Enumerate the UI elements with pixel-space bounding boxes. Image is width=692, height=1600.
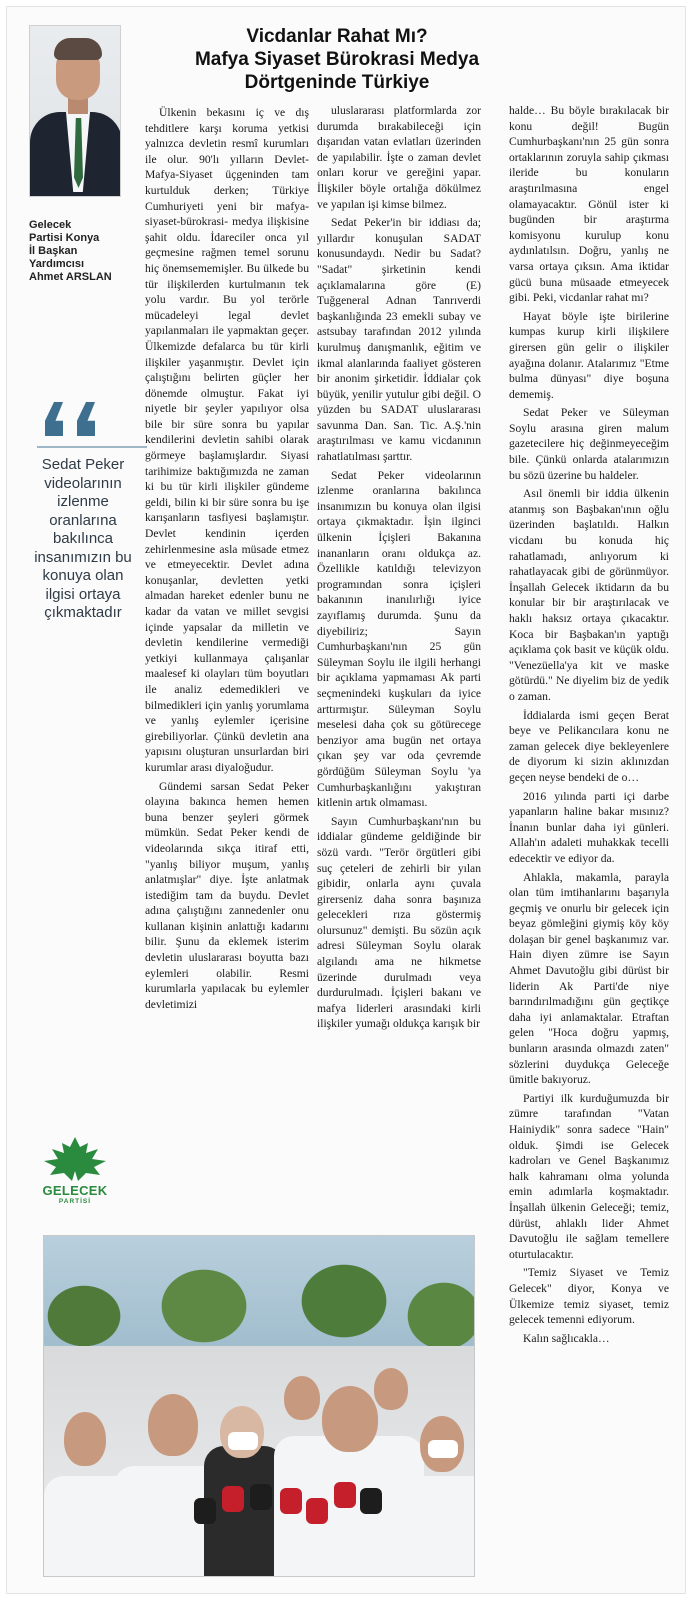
- paragraph: Hayat böyle işte birilerine kumpas kurup kirli ilişkilere girersen gün gelir o ilişkiler ayağına dolanır. Atalarımız "Etme bulma dünyası" diye boşuna dememiş.: [509, 309, 669, 401]
- logo-name: GELECEK: [42, 1183, 108, 1198]
- paragraph: uluslararası platformlarda zor durumda bırakabileceği için dışarıdan vatan evlatları üzerinden de yapılabilir. İşte o zaman devlet onları korur ve gereğini yapar. İlişkiler böyle ortalığa dökülmez ve yapılan işi kimse bilmez.: [317, 104, 481, 211]
- paragraph: İddialarda ismi geçen Berat beye ve Pelikancılara konu ne zaman gelecek diye bekleyenlere de diyorum ki sizin aklınızdan geçen neyse bendeki de o…: [509, 708, 669, 784]
- paragraph: Ülkenin bekasını iç ve dış tehditlere karşı koruma yetkisi yalnızca devletin resmî kurumları ile olur. 90'lı yılların Devlet-Mafya-Siyaset üçgeninden tam kurtulduk derken; Türkiye Cumhuriyeti yeni bir mafya-siyaset-bürokrasi- medya ilişkisine şahit oldu. İdareciler onca yıl geçmesine rağmen temel sorunu hiç önemsememişler. Bu ülkede bu tür ilişkilerden kurtulmanın tek yolu vardır. Bu yol terörle mücadeleyi legal devlet yapılanmaları ile yapmaktan geçer. Ülkemizde defalarca bu tür kirli ilişkiler yaşanmıştır. Devlet için çalıştığını belirten güçler her dönemde olmuştur. Fakat iyi niyetle bir şeyler yapılıyor olsa bile bir süre sonra bu yapılar kendilerini devletin sahibi olarak görmeye başlamışlardır. Siyasi tarihimize baktığımızda ne zaman ki bu tür kirli ilişkiler gündeme geldi, bilin ki bir süre sonra bu işe karışanların tasfiyesi başlamıştır. Devlet kendinin içerden zehirlenmesine asla müsade etmez ve etmeyecektir. Devlet adına konuşanlar, devletten yetki almadan hareket edenler bunu ne kadar da vatan ve millet sevgisi içinde yapsalar da milletin ve devletin kendilerine vermediği yetkiyi kullanmaya çalışanlar maalesef ki olayları tüm boyutları ile analiz edemedikleri ve bilmedikleri için yanlış yorumlama ve yanlış eylemler içerisine girebiliyorlar. Çünkü devletin ana yapısını oluşturan unsurlardan biri kurumlar arası diyaloğudur.: [145, 106, 309, 774]
- author-line: Partisi Konya: [29, 232, 100, 244]
- article-column-1: [145, 105, 309, 1015]
- paragraph: 2016 yılında parti içi darbe yapanların haline bakar mısınız? İnanın bunlar daha iyi günleri. Allah'ın adaleti muhakkak tecelli edecektir ve ediyor da.: [509, 789, 669, 865]
- pull-quote: Sedat Peker videolarının izlenme oranlarına bakılınca insanımızın bu konuya olan ilgisi ortaya çıkmaktadır: [34, 456, 132, 621]
- author-byline: [29, 219, 139, 284]
- leaf-icon: [38, 1135, 112, 1183]
- paragraph: Gündemi sarsan Sedat Peker olayına bakınca hemen hemen buna benzer şeyleri görmek mümkün. Sedat Peker kendi de videolarında sıkça itiraf etti, "yanlış biliyor muşum, yanlış anlatmışlar" diye. İşte anlatmak istediğim tam da buydu. Devlet adına çalıştığını zannedenler onu kullanan kişinin anlattığı kadarını bilir. Şunu da eklemek isterim devletin uluslararası boyutta bazı eylemleri olabilir. Resmi kurumlarla yapılacak bu eylemler devletimizi: [145, 779, 309, 1011]
- paragraph: "Temiz Siyaset ve Temiz Gelecek" diyor, Konya ve Ülkemize temiz siyaset, temiz gelecek temenni ediyorum.: [509, 1266, 669, 1327]
- party-logo: [35, 1135, 115, 1205]
- paragraph: Sedat Peker videolarının izlenme oranlarına bakılınca insanımızın bu konuya olan ilgisi ortaya çıkmaktadır. İşin ilginci ülkenin İçişleri Bakanına inananların oranı oldukça az. Özellikle katıldığı televizyon programından sonra içişleri bakanının inanılırlığı iyice zayıflamış durumda. Şunu da diyebiliriz; Sayın Cumhurbaşkanı'nın 25 gün Süleyman Soylu ile ilgili herhangi bir açıklama yapmaması Ak parti seçmenindeki kuşkuları da iyice arttırmıştır. Süleyman Soylu meselesi daha çok su götürecege benziyor ama bugün net ortaya çıkan şey var oda çevremde gördüğüm Süleyman Soylu 'ya Cumhurbaşkanlığını yakıştıran kitlenin artık olmaması.: [317, 468, 481, 810]
- quote-icon: [37, 402, 127, 448]
- headline-line: Mafya Siyaset Bürokrasi Medya: [194, 49, 480, 70]
- paragraph: Sayın Cumhurbaşkanı'nın bu iddialar gündeme geldiğinde bir sözü vardı. "Terör örgütleri gibi suç çeteleri de zehirli bir yılan gibidir, onlarla aynı çuvala girerseniz daha sonra başınıza gelecekleri rıza göstermiş olursunuz" demişti. Bu sözün açık adresi Süleyman Soylu olarak algılandı ama ne hikmetse üzerinde durulmadı veya durdurulmadı. İçişleri bakanı ve mafya liderleri arasındaki kirli ilişkiler yumağı oldukça karışık bir: [317, 814, 481, 1031]
- headline-line: Dörtgeninde Türkiye: [244, 72, 430, 93]
- author-line: Yardımcısı: [29, 258, 85, 270]
- paragraph: Partiyi ilk kurduğumuzda bir zümre tarafından "Vatan Hainiydik" sonra sadece "Hain" olduk. Şimdi ise Gelecek kadroları ve Genel Başkanımız halk kahramanı olma yolunda emin adımlarla koşmaktadır. İnşallah ülkenin Geleceği; temiz, dürüst, ahlaklı lider Ahmet Davutoğlu ile sağlam temellere oturtulacaktır.: [509, 1091, 669, 1261]
- author-name: Ahmet ARSLAN: [29, 271, 112, 283]
- press-photo: [43, 1235, 475, 1577]
- paragraph: halde… Bu böyle bırakılacak bir konu değil! Bugün Cumhurbaşkanı'nın 25 gün sonra ortaklarının zoruyla sahip çıkması ileride bu konuların araştırılmasına engel olamayacaktır. Gönül ister ki bugünden bir araştırma komisyonu kurulup konu aydınlatılsın. Doğru, yanlış ne varsa ortaya çıksın. Ama iktidar gücü buna müsaade etmeyecek gibi. Peki, vicdanlar rahat mı?: [509, 104, 669, 305]
- author-line: İl Başkan: [29, 245, 78, 257]
- paragraph: Sedat Peker'in bir iddiası da; yıllardır konuşulan SADAT konusundaydı. Nedir bu Sadat? "Sadat" şirketinin kendi açıklamalarına göre (E) Tuğgeneral Adnan Tanrıverdi başkanlığında 23 emekli subay ve astsubay tarafından 2012 yılında kurulmuş danışmanlık, eğitim ve ikmal alanlarında faaliyet gösteren bir anonim şirketidir. İddialar çok büyük, yenilir yutulur gibi değil. O yüzden bu SADAT uluslararası savunma Dan. San. Tic. A.Ş.'nin araştırılması ve kamu vicdanının rahatlatılması şarttır.: [317, 216, 481, 464]
- paragraph: Kalın sağlıcakla…: [523, 1331, 610, 1345]
- author-line: Gelecek: [29, 219, 72, 231]
- author-portrait: [29, 25, 121, 197]
- paragraph: Sedat Peker ve Süleyman Soylu arasına giren malum gazetecilere hiç değinmeyeceğim bile. Çünkü onlarda atalarımızın bu sözü üzerine bu haldeler.: [509, 406, 669, 482]
- logo-subtitle: PARTİSİ: [58, 1198, 92, 1205]
- article-headline: [147, 25, 527, 94]
- paragraph: Asıl önemli bir iddia ülkenin atanmış son Başbakan'ının oğlu üzerinden başlatıldı. Halkın vicdanı bu konuda hiç rahatlamadı, anlıyorum ki rahatlayacak gibi de görünmüyor. İnşallah Gelecek iktidarın da bu konular bir bir araştırılacak ve haklı haksız ortaya çıkacaktır. Koca bir Başbakan'ın yaptığı açıklama çok basit ve küçük oldu. "Venezüella'ya kit ve maske götürdü." Ne diyelim biz de yedik o zaman.: [509, 487, 669, 703]
- paragraph: Ahlakla, makamla, parayla olan tüm imtihanlarını başarıyla geçmiş ve onurlu bir gelecek için beyaz gömleğini giymiş köy köy dolaşan bir genel başkanımız var. Hain diyen zümre ise Sayın Ahmet Davutoğlu gibi dürüst bir liderin Ak Parti'de niye barındırılmadığını gün geçtikçe daha iyi anlamaktalar. Etraftan gelen "Hoca doğru yapmış, bunların arasında olmazdı zaten" sözlerini duydukça Geleceğe ümitle bakıyoruz.: [509, 870, 669, 1087]
- article-column-3: [509, 103, 669, 1349]
- article-column-2: [317, 103, 481, 1035]
- headline-line: Vicdanlar Rahat Mı?: [246, 26, 428, 47]
- newspaper-page: [6, 6, 686, 1594]
- author-sidebar: [29, 25, 139, 623]
